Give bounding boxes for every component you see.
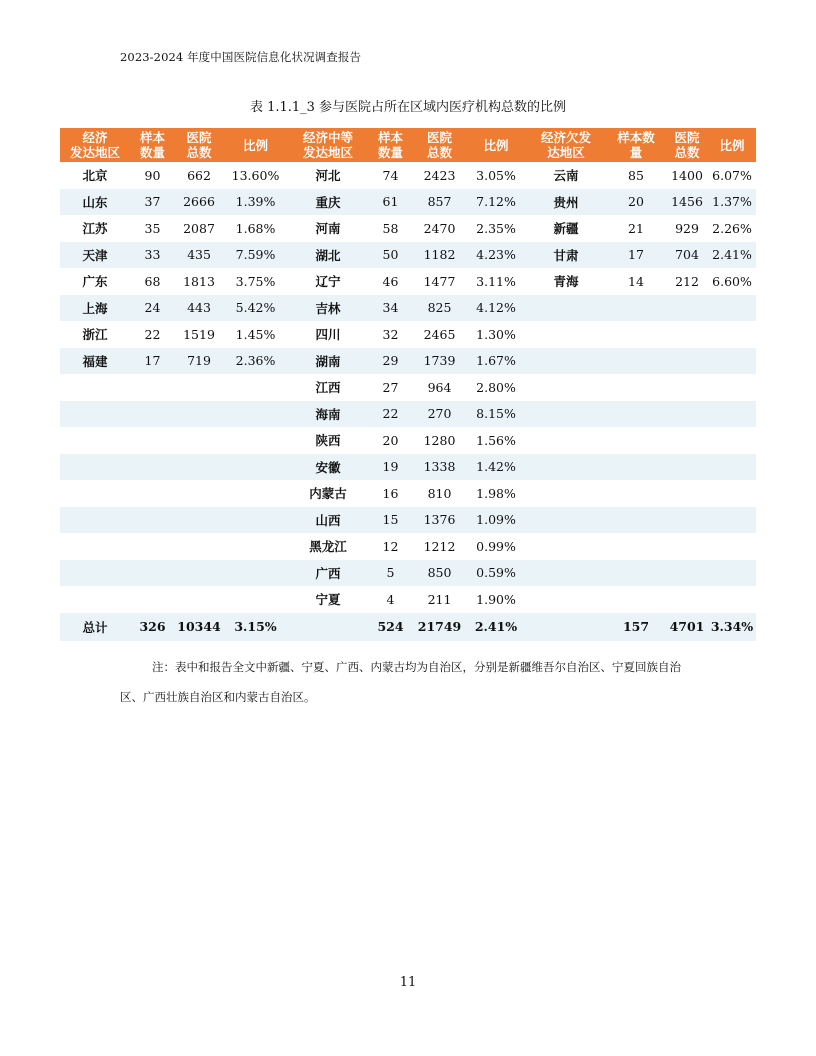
hospital-total-cell: 2087 — [175, 215, 223, 242]
region-cell — [526, 427, 606, 454]
ratio-cell: 3.05% — [466, 162, 526, 189]
region-cell: 山西 — [288, 507, 368, 534]
hospital-total-cell: 212 — [666, 268, 708, 295]
table-row — [60, 533, 756, 560]
ratio-cell — [708, 348, 756, 375]
sample-count-cell — [606, 507, 666, 534]
hospital-total-cell: 704 — [666, 242, 708, 269]
hospital-total-cell: 443 — [175, 295, 223, 322]
region-cell: 河南 — [288, 215, 368, 242]
hospital-total-cell — [175, 507, 223, 534]
column-header — [175, 128, 223, 162]
total-value: 10344 — [175, 613, 223, 641]
sample-count-cell: 58 — [368, 215, 413, 242]
sample-count-cell: 14 — [606, 268, 666, 295]
hospital-total-cell: 211 — [413, 586, 466, 613]
table-row — [60, 162, 756, 189]
ratio-cell: 1.68% — [223, 215, 288, 242]
sample-count-cell: 20 — [606, 189, 666, 216]
sample-count-cell — [606, 321, 666, 348]
sample-count-cell: 19 — [368, 454, 413, 481]
table-row — [60, 507, 756, 534]
sample-count-cell: 46 — [368, 268, 413, 295]
sample-count-cell — [130, 560, 175, 587]
sample-count-cell: 22 — [368, 401, 413, 428]
hospital-total-cell — [666, 374, 708, 401]
ratio-cell — [708, 295, 756, 322]
ratio-cell: 2.41% — [708, 242, 756, 269]
sample-count-cell: 22 — [130, 321, 175, 348]
column-header — [60, 128, 130, 162]
sample-count-cell: 12 — [368, 533, 413, 560]
hospital-total-cell — [175, 401, 223, 428]
sample-count-cell: 20 — [368, 427, 413, 454]
table-row — [60, 586, 756, 613]
hospital-total-cell — [175, 480, 223, 507]
column-header-line: 经济 — [82, 130, 108, 145]
header-row — [60, 128, 756, 162]
column-header-line: 比例 — [242, 137, 268, 153]
region-cell — [526, 533, 606, 560]
table-row — [60, 268, 756, 295]
sample-count-cell: 68 — [130, 268, 175, 295]
ratio-cell — [223, 374, 288, 401]
column-header-line: 数量 — [139, 145, 165, 160]
table-row — [60, 295, 756, 322]
table-row — [60, 242, 756, 269]
ratio-cell: 1.39% — [223, 189, 288, 216]
sample-count-cell: 85 — [606, 162, 666, 189]
column-header — [413, 128, 466, 162]
total-value: 326 — [130, 613, 175, 641]
column-header — [130, 128, 175, 162]
sample-count-cell: 61 — [368, 189, 413, 216]
hospital-total-cell: 1813 — [175, 268, 223, 295]
column-header-line: 样本数 — [617, 130, 655, 145]
region-cell — [526, 480, 606, 507]
region-cell: 江苏 — [60, 215, 130, 242]
sample-count-cell — [130, 480, 175, 507]
ratio-cell — [223, 480, 288, 507]
column-header-line: 总数 — [674, 145, 700, 160]
region-cell — [526, 401, 606, 428]
ratio-cell — [223, 560, 288, 587]
region-cell — [60, 454, 130, 481]
ratio-cell: 4.12% — [466, 295, 526, 322]
hospital-total-cell: 929 — [666, 215, 708, 242]
ratio-cell — [708, 374, 756, 401]
ratio-cell: 1.37% — [708, 189, 756, 216]
region-cell — [526, 586, 606, 613]
region-cell — [526, 374, 606, 401]
sample-count-cell: 16 — [368, 480, 413, 507]
sample-count-cell — [130, 507, 175, 534]
ratio-cell: 2.26% — [708, 215, 756, 242]
hospital-total-cell: 2465 — [413, 321, 466, 348]
region-cell: 内蒙古 — [288, 480, 368, 507]
region-cell — [526, 560, 606, 587]
ratio-cell — [223, 401, 288, 428]
region-cell: 天津 — [60, 242, 130, 269]
hospital-total-cell — [666, 533, 708, 560]
region-cell — [60, 401, 130, 428]
ratio-cell: 1.42% — [466, 454, 526, 481]
region-cell: 甘肃 — [526, 242, 606, 269]
ratio-cell: 1.30% — [466, 321, 526, 348]
column-header-line: 量 — [629, 145, 643, 160]
ratio-cell — [708, 507, 756, 534]
column-header — [368, 128, 413, 162]
sample-count-cell: 5 — [368, 560, 413, 587]
region-cell: 湖北 — [288, 242, 368, 269]
hospital-total-cell — [175, 560, 223, 587]
sample-count-cell: 24 — [130, 295, 175, 322]
sample-count-cell: 33 — [130, 242, 175, 269]
column-header-line: 医院 — [426, 130, 452, 145]
table-row — [60, 560, 756, 587]
ratio-cell — [223, 507, 288, 534]
sample-count-cell: 27 — [368, 374, 413, 401]
column-header-line: 样本 — [139, 130, 165, 145]
sample-count-cell: 17 — [130, 348, 175, 375]
region-cell: 江西 — [288, 374, 368, 401]
sample-count-cell: 17 — [606, 242, 666, 269]
ratio-cell: 3.11% — [466, 268, 526, 295]
hospital-total-cell: 1477 — [413, 268, 466, 295]
sample-count-cell — [130, 401, 175, 428]
ratio-cell: 2.36% — [223, 348, 288, 375]
column-header-line: 经济中等 — [302, 130, 353, 145]
ratio-cell: 2.80% — [466, 374, 526, 401]
sample-count-cell — [130, 427, 175, 454]
total-value: 3.34% — [708, 613, 756, 641]
region-cell — [60, 507, 130, 534]
hospital-total-cell: 435 — [175, 242, 223, 269]
region-cell: 山东 — [60, 189, 130, 216]
hospital-total-cell: 1280 — [413, 427, 466, 454]
hospital-total-cell: 270 — [413, 401, 466, 428]
ratio-cell: 1.09% — [466, 507, 526, 534]
hospital-total-cell — [666, 427, 708, 454]
table-header — [60, 128, 756, 162]
region-ratio-table — [60, 128, 756, 641]
sample-count-cell — [606, 295, 666, 322]
sample-count-cell: 4 — [368, 586, 413, 613]
total-label: 总计 — [60, 613, 130, 641]
ratio-cell: 1.45% — [223, 321, 288, 348]
column-header — [223, 128, 288, 162]
region-cell: 广东 — [60, 268, 130, 295]
hospital-total-cell: 1212 — [413, 533, 466, 560]
hospital-total-cell: 2470 — [413, 215, 466, 242]
sample-count-cell: 15 — [368, 507, 413, 534]
region-cell: 重庆 — [288, 189, 368, 216]
column-header-line: 比例 — [483, 137, 509, 153]
ratio-cell: 0.59% — [466, 560, 526, 587]
ratio-cell — [708, 427, 756, 454]
ratio-cell: 3.75% — [223, 268, 288, 295]
ratio-cell — [223, 533, 288, 560]
region-cell: 辽宁 — [288, 268, 368, 295]
column-header-line: 总数 — [426, 145, 452, 160]
region-cell: 广西 — [288, 560, 368, 587]
hospital-total-cell: 1182 — [413, 242, 466, 269]
sample-count-cell — [606, 533, 666, 560]
table-body — [60, 162, 756, 641]
sample-count-cell — [606, 586, 666, 613]
table-row — [60, 348, 756, 375]
total-value: 157 — [606, 613, 666, 641]
column-header-line: 发达地区 — [69, 145, 120, 160]
ratio-cell — [708, 533, 756, 560]
region-cell — [526, 454, 606, 481]
hospital-total-cell: 850 — [413, 560, 466, 587]
hospital-total-cell: 1456 — [666, 189, 708, 216]
ratio-cell — [223, 454, 288, 481]
total-row — [60, 613, 756, 641]
page-number: 11 — [399, 975, 417, 990]
ratio-cell: 13.60% — [223, 162, 288, 189]
sample-count-cell: 29 — [368, 348, 413, 375]
ratio-cell — [708, 321, 756, 348]
hospital-total-cell: 825 — [413, 295, 466, 322]
hospital-total-cell — [175, 586, 223, 613]
sample-count-cell: 50 — [368, 242, 413, 269]
sample-count-cell — [130, 454, 175, 481]
table-row — [60, 454, 756, 481]
column-header-line: 发达地区 — [302, 145, 353, 160]
column-header — [666, 128, 708, 162]
hospital-total-cell — [175, 533, 223, 560]
region-cell: 海南 — [288, 401, 368, 428]
region-cell — [60, 427, 130, 454]
ratio-cell: 1.98% — [466, 480, 526, 507]
column-header — [606, 128, 666, 162]
region-cell — [60, 533, 130, 560]
sample-count-cell — [606, 480, 666, 507]
sample-count-cell: 74 — [368, 162, 413, 189]
total-value: 2.41% — [466, 613, 526, 641]
hospital-total-cell — [175, 427, 223, 454]
region-cell — [60, 560, 130, 587]
region-cell: 湖南 — [288, 348, 368, 375]
ratio-cell: 1.90% — [466, 586, 526, 613]
region-cell: 陕西 — [288, 427, 368, 454]
hospital-total-cell: 1376 — [413, 507, 466, 534]
region-cell: 上海 — [60, 295, 130, 322]
hospital-total-cell: 1338 — [413, 454, 466, 481]
sample-count-cell: 32 — [368, 321, 413, 348]
column-header-line: 医院 — [674, 130, 700, 145]
region-cell — [526, 295, 606, 322]
ratio-cell: 7.59% — [223, 242, 288, 269]
column-header — [466, 128, 526, 162]
hospital-total-cell: 1739 — [413, 348, 466, 375]
hospital-total-cell: 662 — [175, 162, 223, 189]
ratio-cell — [708, 454, 756, 481]
region-cell: 吉林 — [288, 295, 368, 322]
ratio-cell: 0.99% — [466, 533, 526, 560]
column-header-line: 比例 — [719, 137, 745, 153]
hospital-total-cell: 1400 — [666, 162, 708, 189]
total-value: 4701 — [666, 613, 708, 641]
region-cell: 贵州 — [526, 189, 606, 216]
ratio-cell — [708, 560, 756, 587]
region-cell: 河北 — [288, 162, 368, 189]
sample-count-cell — [606, 560, 666, 587]
region-cell: 浙江 — [60, 321, 130, 348]
hospital-total-cell — [666, 560, 708, 587]
total-value — [526, 613, 606, 641]
region-cell: 宁夏 — [288, 586, 368, 613]
region-cell: 黑龙江 — [288, 533, 368, 560]
region-cell — [60, 586, 130, 613]
region-cell — [60, 480, 130, 507]
region-cell — [526, 321, 606, 348]
region-cell — [60, 374, 130, 401]
hospital-total-cell: 719 — [175, 348, 223, 375]
table-row — [60, 189, 756, 216]
total-value: 21749 — [413, 613, 466, 641]
ratio-cell: 4.23% — [466, 242, 526, 269]
ratio-cell: 5.42% — [223, 295, 288, 322]
sample-count-cell — [606, 454, 666, 481]
ratio-cell: 6.60% — [708, 268, 756, 295]
ratio-cell — [223, 427, 288, 454]
total-value: 524 — [368, 613, 413, 641]
column-header-line: 样本 — [377, 130, 403, 145]
hospital-total-cell — [666, 454, 708, 481]
hospital-total-cell: 810 — [413, 480, 466, 507]
total-value: 3.15% — [223, 613, 288, 641]
region-cell: 云南 — [526, 162, 606, 189]
table-caption: 表 1.1.1_3 参与医院占所在区域内医疗机构总数的比例 — [249, 100, 567, 115]
sample-count-cell — [130, 533, 175, 560]
table-row — [60, 374, 756, 401]
hospital-total-cell — [175, 374, 223, 401]
column-header-line: 数量 — [377, 145, 403, 160]
region-cell — [526, 507, 606, 534]
ratio-cell: 7.12% — [466, 189, 526, 216]
region-cell — [526, 348, 606, 375]
ratio-cell: 1.56% — [466, 427, 526, 454]
sample-count-cell: 21 — [606, 215, 666, 242]
sample-count-cell — [130, 374, 175, 401]
running-header: 2023-2024 年度中国医院信息化状况调查报告 — [120, 50, 362, 64]
table-row — [60, 427, 756, 454]
hospital-total-cell — [666, 321, 708, 348]
column-header-line: 达地区 — [547, 145, 585, 160]
ratio-cell: 8.15% — [466, 401, 526, 428]
column-header-line: 经济欠发 — [540, 130, 591, 145]
sample-count-cell — [606, 374, 666, 401]
table-row — [60, 321, 756, 348]
footnote: 注：表中和报告全文中新疆、宁夏、广西、内蒙古均为自治区，分别是新疆维吾尔自治区、宁夏回族自治区、广西壮族自治区和内蒙古自治区。 — [120, 660, 681, 704]
hospital-total-cell: 857 — [413, 189, 466, 216]
sample-count-cell — [606, 427, 666, 454]
column-header-line: 医院 — [186, 130, 212, 145]
column-header — [708, 128, 756, 162]
hospital-total-cell — [666, 480, 708, 507]
column-header-line: 总数 — [186, 145, 212, 160]
hospital-total-cell — [666, 586, 708, 613]
ratio-cell: 2.35% — [466, 215, 526, 242]
ratio-cell — [223, 586, 288, 613]
hospital-total-cell — [666, 348, 708, 375]
sample-count-cell: 34 — [368, 295, 413, 322]
region-cell: 新疆 — [526, 215, 606, 242]
region-cell: 青海 — [526, 268, 606, 295]
table-row — [60, 215, 756, 242]
hospital-total-cell — [666, 295, 708, 322]
region-cell: 福建 — [60, 348, 130, 375]
sample-count-cell: 90 — [130, 162, 175, 189]
total-value — [288, 613, 368, 641]
ratio-cell — [708, 401, 756, 428]
hospital-total-cell: 2423 — [413, 162, 466, 189]
region-cell: 安徽 — [288, 454, 368, 481]
sample-count-cell — [130, 586, 175, 613]
ratio-cell: 6.07% — [708, 162, 756, 189]
hospital-total-cell: 964 — [413, 374, 466, 401]
ratio-cell — [708, 586, 756, 613]
region-cell: 北京 — [60, 162, 130, 189]
hospital-total-cell — [175, 454, 223, 481]
column-header — [288, 128, 368, 162]
sample-count-cell — [606, 348, 666, 375]
sample-count-cell: 37 — [130, 189, 175, 216]
hospital-total-cell: 2666 — [175, 189, 223, 216]
region-cell: 四川 — [288, 321, 368, 348]
hospital-total-cell: 1519 — [175, 321, 223, 348]
column-header — [526, 128, 606, 162]
ratio-cell: 1.67% — [466, 348, 526, 375]
table-row — [60, 401, 756, 428]
hospital-total-cell — [666, 401, 708, 428]
sample-count-cell: 35 — [130, 215, 175, 242]
ratio-cell — [708, 480, 756, 507]
hospital-total-cell — [666, 507, 708, 534]
table-row — [60, 480, 756, 507]
sample-count-cell — [606, 401, 666, 428]
